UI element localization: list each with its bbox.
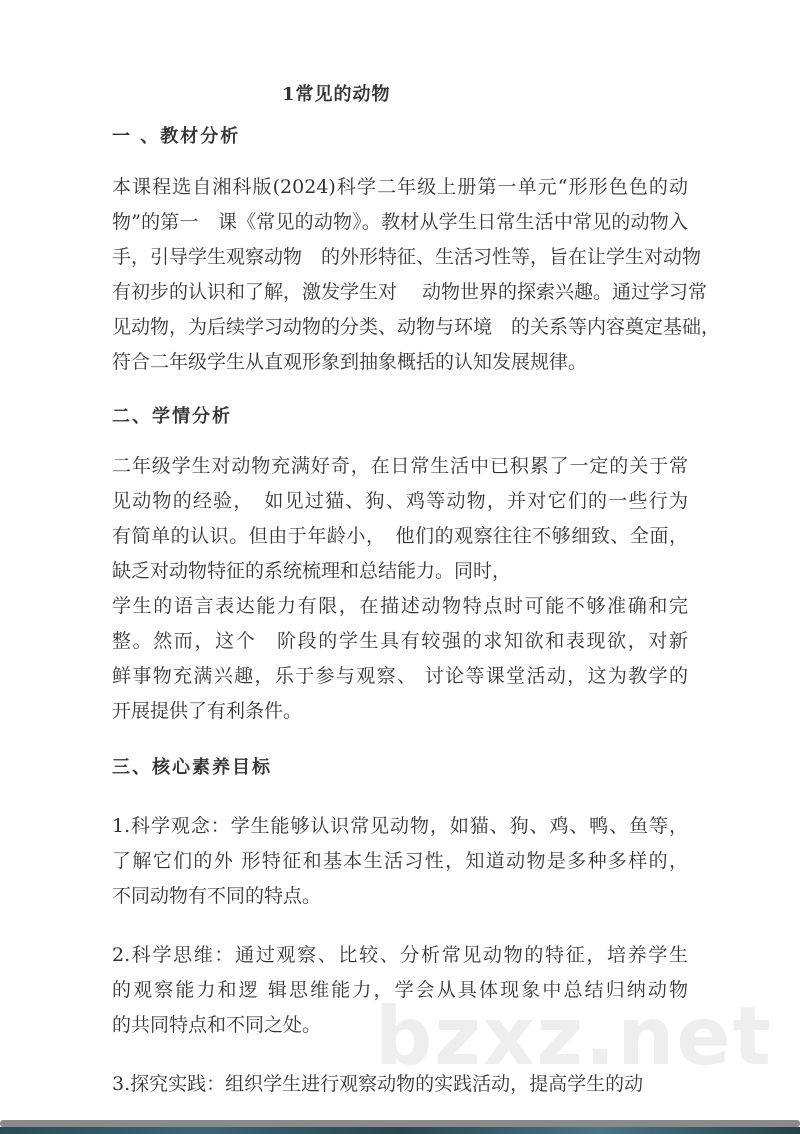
text-line: 有简单的认识。但由于年龄小， 他们的观察往往不够细致、全面， [112,525,688,547]
background-strip [0,1127,800,1134]
text-line: 不同动物有不同的特点。 [112,885,322,907]
horizontal-scrollbar[interactable] [0,1120,800,1127]
text-line: 二年级学生对动物充满好奇，在日常生活中已积累了一定的关于常 [112,455,688,477]
text-line: 2.科学思维：通过观察、比较、分析常见动物的特征，培养学生 [112,944,688,966]
text-line: 见动物的经验， 如见过猫、狗、鸡等动物，并对它们的一些行为 [112,490,688,512]
text-line: 缺乏对动物特征的系统梳理和总结能力。同时， [112,560,512,582]
document-title: 1常见的动物 [282,84,391,105]
section-heading: 一 、教材分析 [112,126,241,147]
text-line: 开展提供了有利条件。 [112,700,303,722]
text-line: 1.科学观念：学生能够认识常见动物，如猫、狗、鸡、鸭、鱼等， [112,815,688,837]
text-line: 整。然而，这个 阶段的学生具有较强的求知欲和表现欲，对新 [112,630,688,652]
text-line: 了解它们的外 形特征和基本生活习性，知道动物是多种多样的， [112,850,688,872]
text-line: 3.探究实践：组织学生进行观察动物的实践活动，提高学生的动 [112,1073,644,1095]
text-line: 有初步的认识和了解，激发学生对 动物世界的探索兴趣。通过学习常 [112,281,708,303]
watermark: bzxz.net [375,990,773,1083]
text-line: 鲜事物充满兴趣，乐于参与观察、 讨论等课堂活动，这为教学的 [112,665,688,687]
section-heading: 三、核心素养目标 [112,757,272,778]
text-line: 符合二年级学生从直观形象到抽象概括的认知发展规律。 [112,351,588,373]
section-heading: 二、学情分析 [112,406,232,427]
text-line: 的观察能力和逻 辑思维能力，学会从具体现象中总结归纳动物 [112,979,688,1001]
text-line: 的共同特点和不同之处。 [112,1014,322,1036]
text-line: 物”的第一 课《常见的动物》。教材从学生日常生活中常见的动物入 [112,211,688,233]
text-line: 学生的语言表达能力有限，在描述动物特点时可能不够准确和完 [112,595,688,617]
text-line: 见动物，为后续学习动物的分类、动物与环境 的关系等内容奠定基础， [112,316,721,338]
text-line: 手，引导学生观察动物 的外形特征、生活习性等，旨在让学生对动物 [112,246,702,268]
text-line: 本课程选自湘科版(2024)科学二年级上册第一单元“形形色色的动 [112,176,688,198]
